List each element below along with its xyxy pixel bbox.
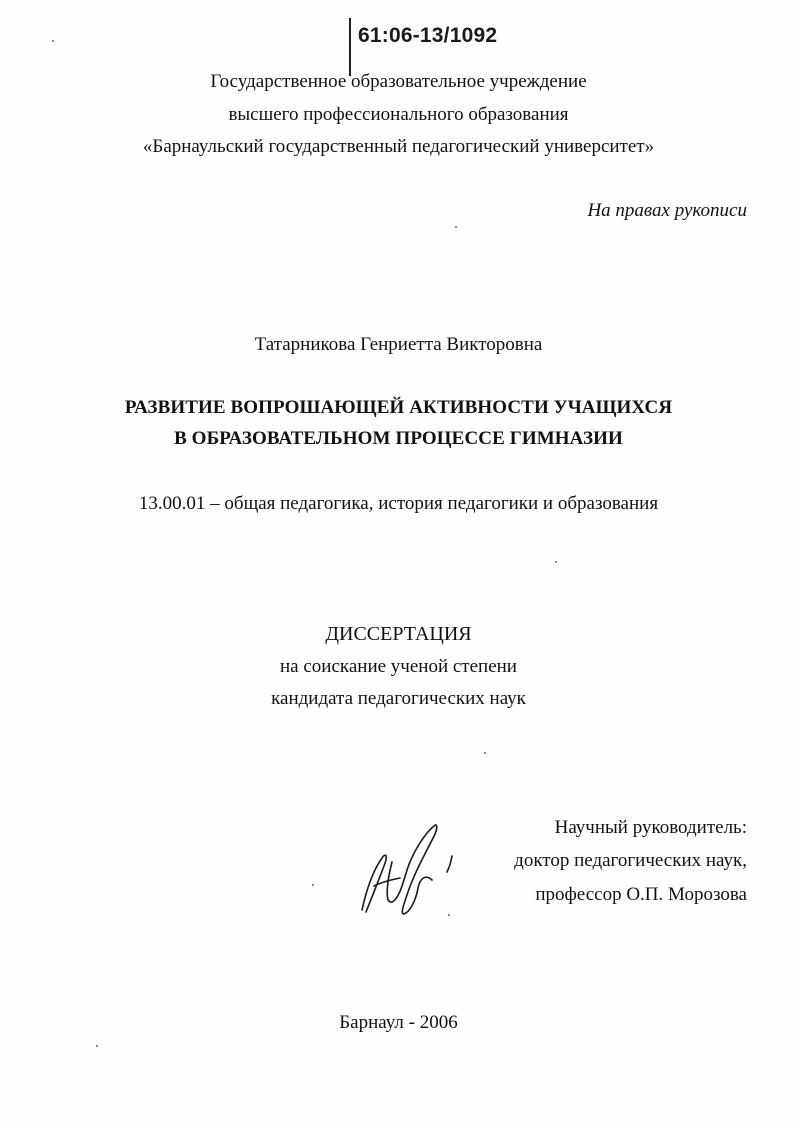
scan-speck [455, 226, 457, 228]
scan-speck [96, 1045, 98, 1047]
city-and-year: Барнаул - 2006 [339, 1012, 458, 1033]
author-name: Татарникова Генриетта Викторовна [254, 334, 543, 355]
scan-speck [52, 40, 54, 42]
dissertation-heading: ДИССЕРТАЦИЯ [325, 623, 472, 645]
archive-number-stamp: 61:06-13/1092 [358, 24, 498, 47]
scan-speck [312, 884, 314, 886]
degree-line-1: на соискание ученой степени [280, 656, 517, 677]
manuscript-rights-note: На правах рукописи [587, 200, 747, 221]
handwritten-signature [352, 822, 462, 922]
institution-line-1: Государственное образовательное учреждение [210, 71, 587, 92]
scan-speck [448, 914, 450, 916]
institution-line-2: высшего профессионального образования [228, 104, 569, 125]
scan-speck [484, 752, 486, 754]
supervisor-degree: доктор педагогических наук, [514, 850, 747, 871]
supervisor-label: Научный руководитель: [554, 817, 747, 838]
dissertation-title-line-1: РАЗВИТИЕ ВОПРОШАЮЩЕЙ АКТИВНОСТИ УЧАЩИХСЯ [124, 397, 673, 418]
scan-speck [555, 561, 557, 563]
supervisor-name: профессор О.П. Морозова [535, 884, 747, 905]
specialty-code: 13.00.01 – общая педагогика, история педагогики и образования [138, 493, 659, 514]
institution-line-3: «Барнаульский государственный педагогический университет» [142, 136, 655, 157]
dissertation-title-line-2: В ОБРАЗОВАТЕЛЬНОМ ПРОЦЕССЕ ГИМНАЗИИ [174, 428, 623, 449]
stamp-rule [349, 18, 351, 76]
degree-line-2: кандидата педагогических наук [271, 688, 526, 709]
